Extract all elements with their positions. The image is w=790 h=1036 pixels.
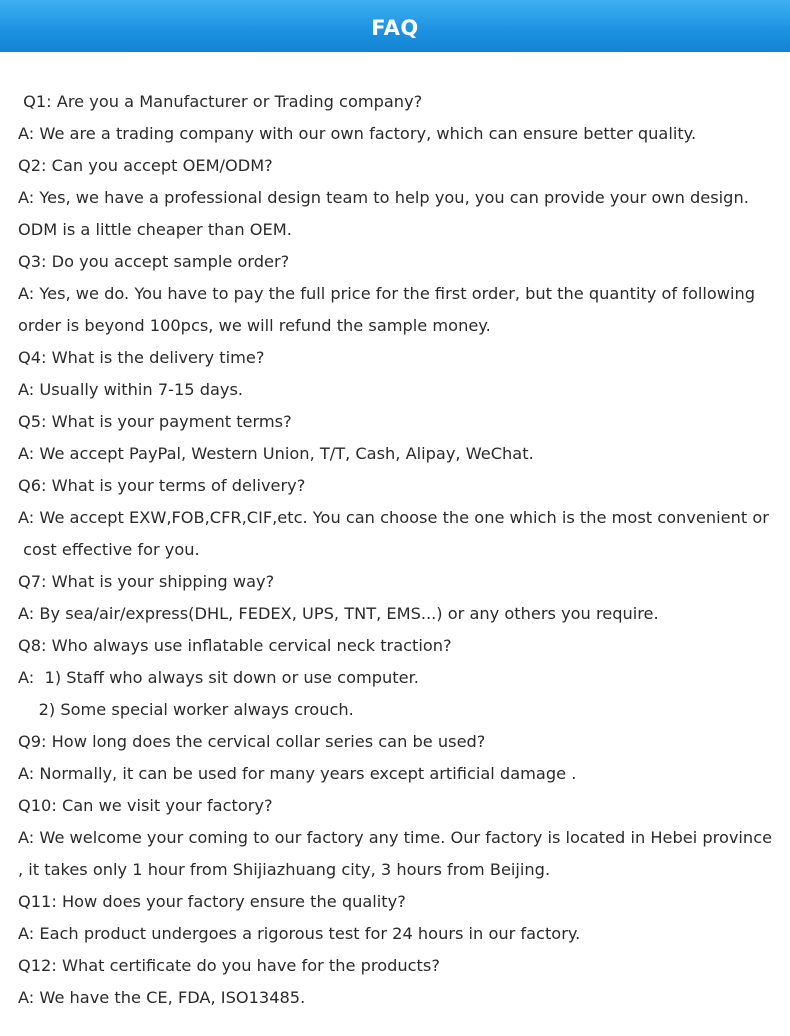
- faq-line-a7: A: By sea/air/express(DHL, FEDEX, UPS, TNT, EMS...) or any others you require.: [18, 604, 659, 623]
- faq-line-a2: A: Yes, we have a professional design team to help you, you can provide your own design.: [18, 188, 749, 207]
- faq-line-q3: Q3: Do you accept sample order?: [18, 252, 290, 271]
- faq-line-q8: Q8: Who always use inflatable cervical neck traction?: [18, 636, 452, 655]
- faq-line-a6: A: We accept EXW,FOB,CFR,CIF,etc. You can choose the one which is the most convenient or: [18, 508, 769, 527]
- faq-line-a1: A: We are a trading company with our own factory, which can ensure better quality.: [18, 124, 697, 143]
- faq-header-title: FAQ: [371, 16, 419, 40]
- faq-line-q5: Q5: What is your payment terms?: [18, 412, 292, 431]
- faq-line-a4: A: Usually within 7-15 days.: [18, 380, 244, 399]
- faq-line-a2-cont: ODM is a little cheaper than OEM.: [18, 220, 292, 239]
- faq-line-q2: Q2: Can you accept OEM/ODM?: [18, 156, 273, 175]
- faq-line-a3: A: Yes, we do. You have to pay the full price for the first order, but the quantity of following: [18, 284, 756, 303]
- faq-header-banner: [0, 0, 790, 52]
- faq-line-a9: A: Normally, it can be used for many years except artificial damage .: [18, 764, 577, 783]
- faq-line-q1: Q1: Are you a Manufacturer or Trading company?: [18, 92, 423, 111]
- faq-line-a3-cont: order is beyond 100pcs, we will refund the sample money.: [18, 316, 491, 335]
- faq-line-a5: A: We accept PayPal, Western Union, T/T, Cash, Alipay, WeChat.: [18, 444, 534, 463]
- faq-line-a8-cont: 2) Some special worker always crouch.: [18, 700, 354, 719]
- faq-line-q12: Q12: What certificate do you have for the products?: [18, 956, 440, 975]
- faq-line-a10: A: We welcome your coming to our factory any time. Our factory is located in Hebei province: [18, 828, 773, 847]
- faq-list: [18, 86, 783, 1014]
- faq-line-a8: A: 1) Staff who always sit down or use computer.: [18, 668, 419, 687]
- faq-line-a12: A: We have the CE, FDA, ISO13485.: [18, 988, 306, 1007]
- faq-line-q11: Q11: How does your factory ensure the quality?: [18, 892, 406, 911]
- faq-line-q4: Q4: What is the delivery time?: [18, 348, 265, 367]
- faq-line-q6: Q6: What is your terms of delivery?: [18, 476, 306, 495]
- faq-line-a11: A: Each product undergoes a rigorous test for 24 hours in our factory.: [18, 924, 581, 943]
- faq-line-a10-cont: , it takes only 1 hour from Shijiazhuang city, 3 hours from Beijing.: [18, 860, 551, 879]
- faq-line-q10: Q10: Can we visit your factory?: [18, 796, 273, 815]
- faq-line-a6-cont: cost effective for you.: [18, 540, 200, 559]
- faq-line-q9: Q9: How long does the cervical collar series can be used?: [18, 732, 486, 751]
- faq-line-q7: Q7: What is your shipping way?: [18, 572, 275, 591]
